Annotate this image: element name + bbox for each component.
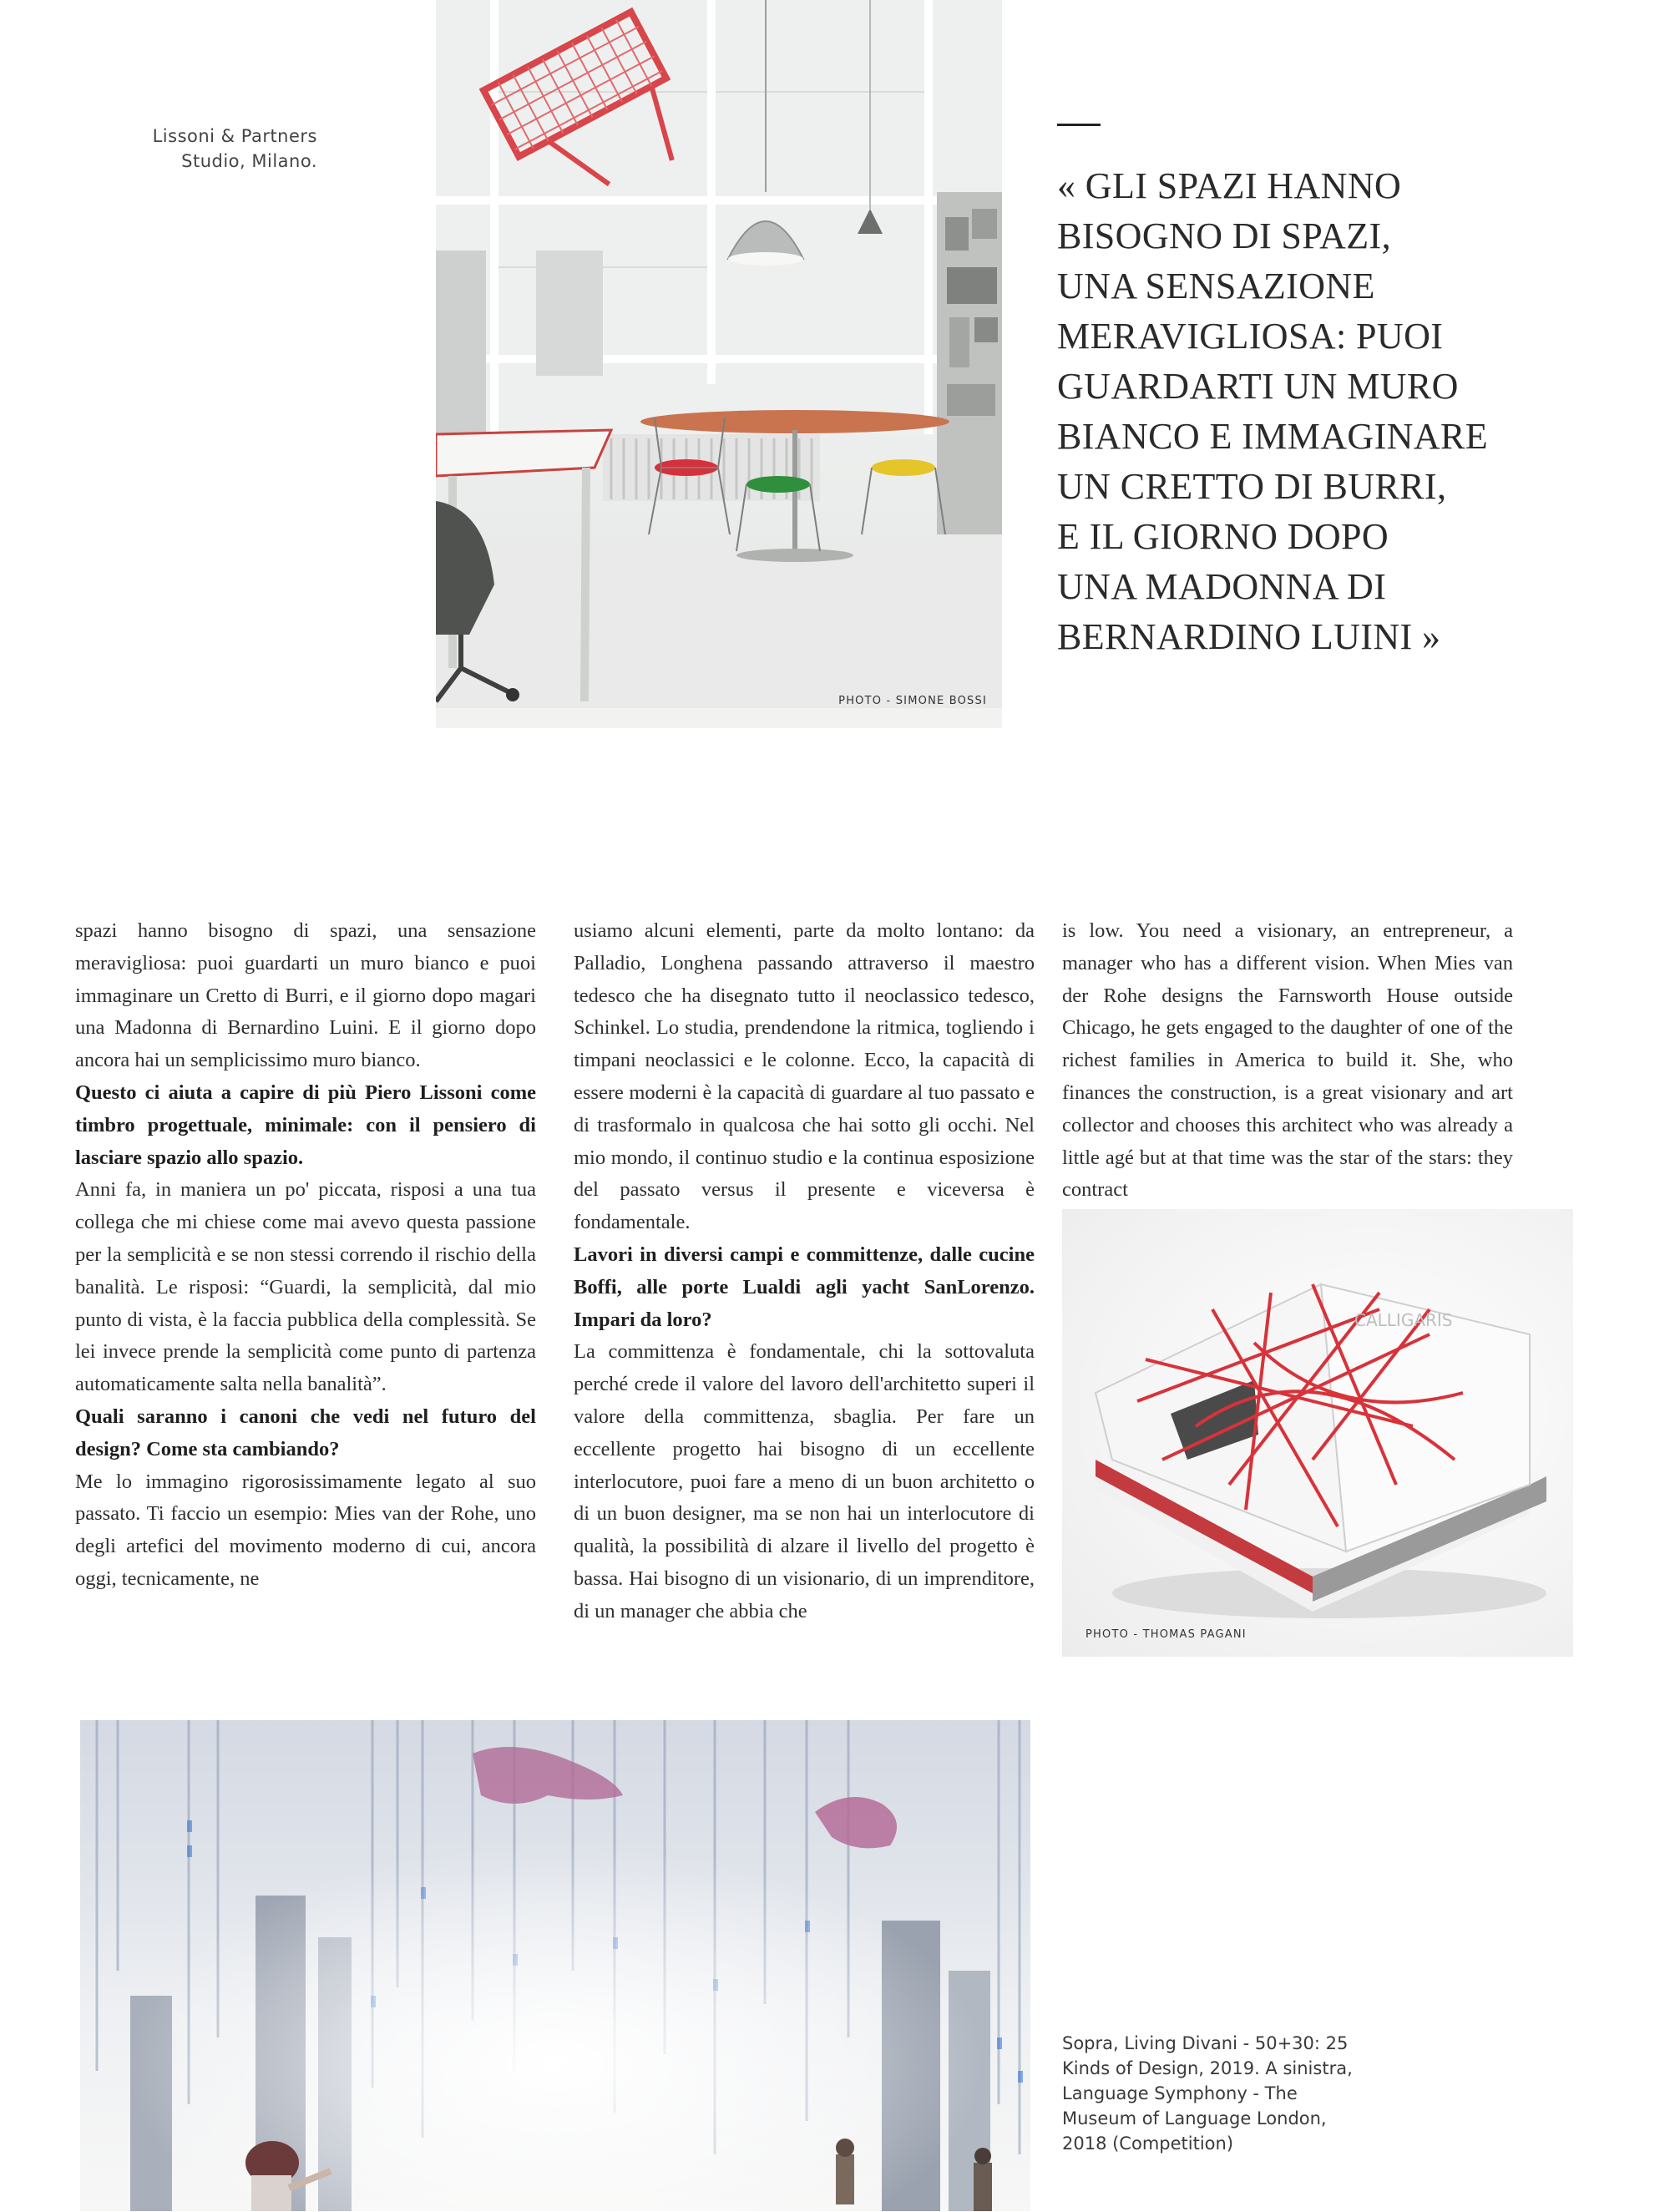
- paragraph: Me lo immagino rigorosissimamente legato al suo passato. Ti faccio un esempio: Mies van der Rohe, uno degli artefici del movimento moderno di cui, ancora oggi, tecnicamente, ne: [75, 1470, 536, 1590]
- book-photo: [1062, 1209, 1573, 1657]
- caption-line: Museum of Language London,: [1062, 2108, 1327, 2128]
- photo-credit: PHOTO - SIMONE BOSSI: [838, 695, 987, 707]
- quote-line: UN CRETTO DI BURRI,: [1057, 466, 1447, 507]
- paragraph: spazi hanno bisogno di spazi, una sensazione meravigliosa: puoi guardarti un muro bianco e puoi immaginare un Cretto di Burri, e il giorno dopo magari una Madonna di Bernardino Luini. E il giorno dopo ancora hai un semplicissimo muro bianco.: [75, 919, 536, 1072]
- paragraph: Anni fa, in maniera un po' piccata, risposi a una tua collega che mi chiese come mai avevo questa passione per la semplicità e se non stessi correndo il rischio della banalità. Le risposi: “Guardi, la semplicità, dal mio punto di vista, è la faccia pubblica della complessità. Se lei invece prende la semplicità come punto di partenza automaticamente salta nella banalità”.: [75, 1178, 536, 1396]
- quote-line: E IL GIORNO DOPO: [1057, 516, 1389, 557]
- caption-line: Studio, Milano.: [181, 151, 317, 171]
- quote-line: UNA MADONNA DI: [1057, 566, 1387, 607]
- quote-line: « GLI SPAZI HANNO: [1057, 165, 1402, 206]
- binary-rain-illustration: [80, 1720, 1030, 2211]
- pull-quote: [1057, 161, 1558, 662]
- studio-interior-illustration: [436, 0, 1002, 728]
- photo-caption-top: [125, 124, 317, 174]
- photo-caption-bottom: [1062, 2031, 1379, 2156]
- article-column-2: [574, 915, 1035, 1628]
- quote-line: GUARDARTI UN MURO: [1057, 366, 1459, 407]
- caption-line: Kinds of Design, 2019. A sinistra,: [1062, 2058, 1353, 2078]
- paragraph: usiamo alcuni elementi, parte da molto lontano: da Palladio, Longhena passando attraverso il maestro tedesco che ha disegnato tutto il neoclassico tedesco, Schinkel. Lo studia, prendendone la ritmica, togliendo i timpani neoclassici e le colonne. Ecco, la capacità di essere moderni è la capacità di guardare al tuo passato e di trasformalo in qualcosa che hai sotto gli occhi. Nel mio mondo, il continuo studio e la continua esposizione del passato versus il presente e viceversa è fondamentale.: [574, 919, 1035, 1234]
- book-cover-title: CALLIGARIS: [1354, 1310, 1453, 1330]
- interview-question: Lavori in diversi campi e committenze, dalle cucine Boffi, alle porte Lualdi agli yacht SanLorenzo. Impari da loro?: [574, 1243, 1035, 1331]
- interview-question: Quali saranno i canoni che vedi nel futuro del design? Come sta cambiando?: [75, 1405, 536, 1460]
- quote-line: UNA SENSAZIONE: [1057, 266, 1375, 306]
- caption-line: Sopra, Living Divani - 50+30: 25: [1062, 2033, 1349, 2053]
- caption-line: Language Symphony - The: [1062, 2083, 1298, 2103]
- quote-line: BERNARDINO LUINI »: [1057, 616, 1441, 657]
- quote-line: MERAVIGLIOSA: PUOI: [1057, 316, 1444, 357]
- paragraph: is low. You need a visionary, an entrepreneur, a manager who has a different vision. When Mies van der Rohe designs the Farnsworth House outside Chicago, he gets engaged to the daughter of one of the richest families in America to build it. She, who finances the construction, is a great visionary and art collector and chooses this architect who was already a little agé but at that time was the star of the stars: they contract: [1062, 919, 1513, 1202]
- quote-dash: [1057, 124, 1101, 126]
- caption-line: Lissoni & Partners: [152, 126, 317, 146]
- photo-credit: PHOTO - THOMAS PAGANI: [1086, 1628, 1247, 1641]
- paragraph: La committenza è fondamentale, chi la sottovaluta perché crede il valore del lavoro dell'architetto superi il valore della committenza, sbaglia. Per fare un eccellente progetto hai bisogno di un eccellente interlocutore, puoi fare a meno di un buon architetto o di un buon designer, ma se non hai un interlocutore di qualità, la possibilità di alzare il livello del progetto è bassa. Hai bisogno di un visionario, di un imprenditore, di un manager che abbia che: [574, 1340, 1035, 1622]
- caption-line: 2018 (Competition): [1062, 2134, 1234, 2154]
- interview-question: Questo ci aiuta a capire di più Piero Lissoni come timbro progettuale, minimale: con il pensiero di lasciare spazio allo spazio.: [75, 1081, 536, 1169]
- article-column-3: [1062, 915, 1513, 1207]
- language-symphony-photo: [80, 1720, 1030, 2211]
- quote-line: BIANCO E IMMAGINARE: [1057, 416, 1489, 457]
- quote-line: BISOGNO DI SPAZI,: [1057, 215, 1392, 256]
- book-illustration: [1062, 1209, 1573, 1657]
- article-column-1: [75, 915, 536, 1596]
- studio-interior-photo: [436, 0, 1002, 728]
